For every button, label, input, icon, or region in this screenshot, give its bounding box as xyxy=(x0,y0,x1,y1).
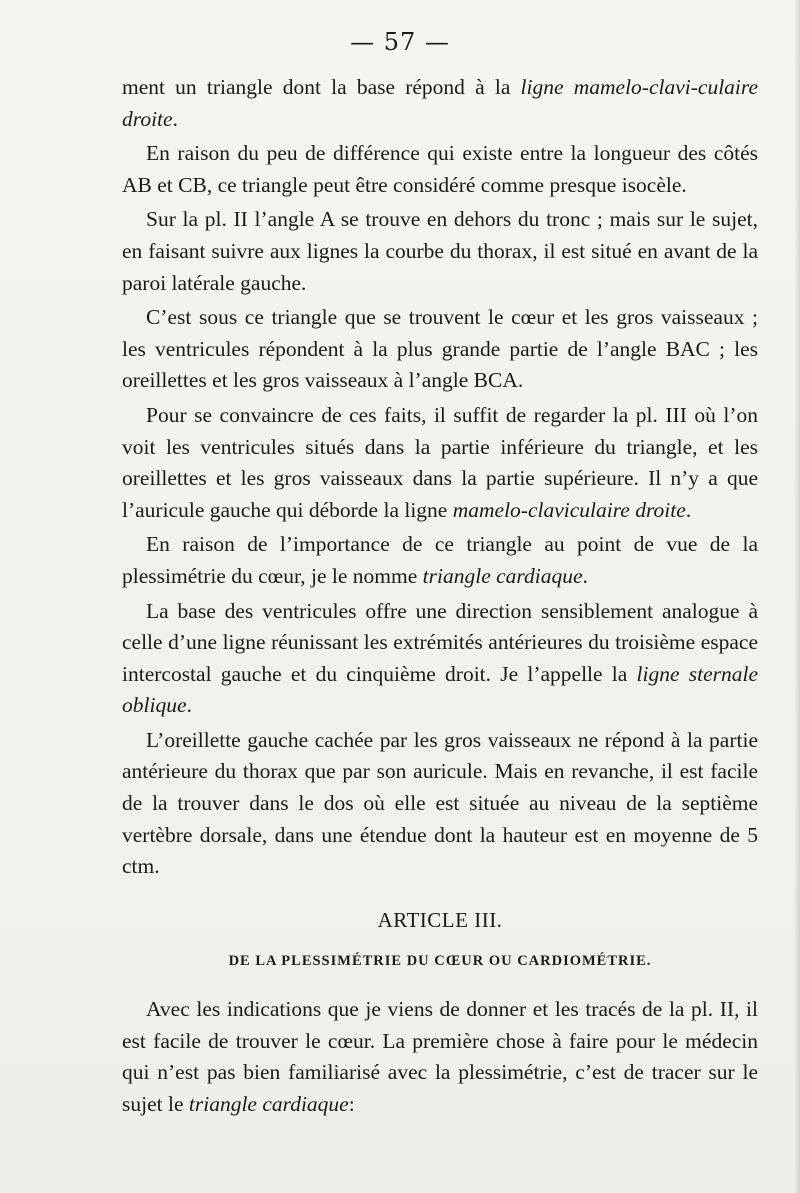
italic-text: mamelo-claviculaire droite xyxy=(452,497,686,522)
paragraph xyxy=(122,596,758,722)
text-run: : xyxy=(348,1091,355,1116)
italic-text: ligne sternale oblique xyxy=(122,661,758,718)
text-run: Avec les indications que je viens de donner et les tracés de la pl. II, il est facile de trouver le cœur. La première chose à faire pour le médecin qui n’est pas bien familiarisé avec la plessimétrie, c’est de tracer sur le sujet le xyxy=(122,997,758,1116)
italic-text: triangle cardiaque xyxy=(422,563,583,588)
page-number: — 57 — xyxy=(350,28,450,56)
text-run: L’oreillette gauche cachée par les gros vaisseaux ne répond à la partie antérieure du thorax que par son auricule. Mais en revanche, il est facile de la trouver dans le dos où elle est située au niveau de la septième vertèbre dorsale, dans une étendue dont la hauteur est en moyenne de 5 ctm. xyxy=(122,727,758,879)
paragraph xyxy=(122,400,758,526)
closing-paragraph xyxy=(122,994,758,1120)
text-run: . xyxy=(685,497,692,522)
text-run: ment un triangle dont la base répond à la xyxy=(122,75,521,99)
text-run: . xyxy=(582,563,588,588)
text-run: . xyxy=(186,693,192,718)
text-run: En raison du peu de différence qui existe entre la longueur des côtés AB et CB, ce triangle peut être considéré comme presque isocèle. xyxy=(122,141,758,197)
paragraph xyxy=(122,138,758,201)
text-run: Sur la pl. II l’angle A se trouve en dehors du tronc ; mais sur le sujet, en faisant suivre aux lignes la courbe du thorax, il est situé en avant de la paroi latérale gauche. xyxy=(122,207,758,295)
article-subheading: DE LA PLESSIMÉTRIE DU CŒUR OU CARDIOMÉTRIE. xyxy=(228,953,652,970)
body-text xyxy=(122,72,758,1120)
text-run: En raison de l’importance de ce triangle au point de vue de la plessimétrie du cœur, je le nomme xyxy=(122,532,758,588)
paragraph xyxy=(122,302,758,397)
text-run: Pour se convaincre de ces faits, il suffit de regarder la pl. III où l’on voit les ventricules situés dans la partie inférieure du triangle, et les oreillettes et les gros vaisseaux dans la partie supérieure. Il n’y a que l’auricule gauche qui déborde la ligne xyxy=(122,402,758,522)
paragraph xyxy=(122,72,758,135)
paragraph-list xyxy=(122,72,758,883)
italic-text: ligne mamelo-clavi-culaire droite xyxy=(122,75,758,131)
page-edge-shadow xyxy=(794,0,800,1193)
paragraph xyxy=(122,725,758,883)
article-heading: ARTICLE III. xyxy=(377,907,503,932)
text-run: La base des ventricules offre une direction sensiblement analogue à celle d’une ligne réunissant les extrémités antérieures du troisième espace intercostal gauche et du cinquième droit. Je l’appelle la xyxy=(122,598,758,686)
text-run: C’est sous ce triangle que se trouvent le cœur et les gros vaisseaux ; les ventricules répondent à la plus grande partie de l’angle BAC ; les oreillettes et les gros vaisseaux à l’angle BCA. xyxy=(122,305,758,393)
text-run: . xyxy=(172,106,178,131)
italic-text: triangle cardiaque xyxy=(188,1091,349,1116)
paragraph xyxy=(122,204,758,299)
paragraph xyxy=(122,529,758,592)
